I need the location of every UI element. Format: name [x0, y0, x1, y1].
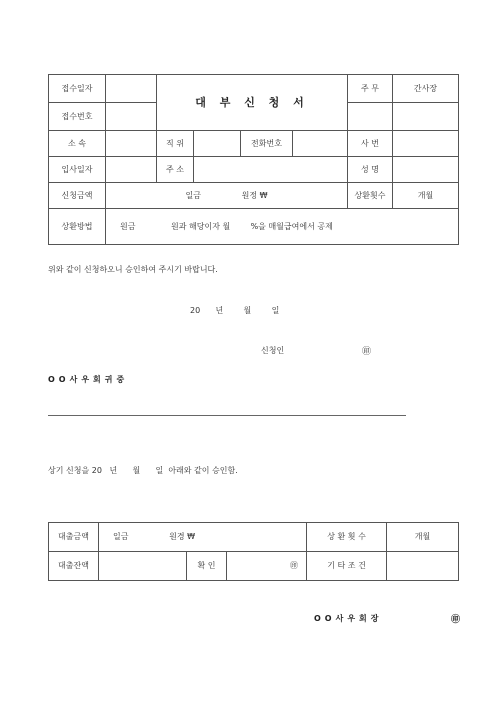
other-terms-field[interactable]	[387, 552, 459, 581]
request-text: 위와 같이 신청하오니 승인하여 주시기 바랍니다.	[48, 265, 218, 274]
president-seal-icon: ㊞	[451, 615, 461, 625]
repay-method-field[interactable]	[106, 209, 459, 245]
date-line: 20 년 월 일	[190, 306, 280, 315]
receipt-date-label: 접수일자	[49, 75, 106, 103]
dept-label: 소 속	[49, 131, 106, 157]
form-title: 대 부 신 청 서	[157, 75, 348, 131]
installments-unit: 개월	[417, 190, 434, 200]
repay-method-label: 상환방법	[49, 209, 106, 245]
receipt-date-field[interactable]	[106, 75, 157, 103]
repay-method-value: 원금 원과 해당이자 월 %을 매월급여에서 공제	[120, 221, 333, 231]
recipient: OO사우회귀중	[48, 375, 129, 384]
name-label: 성 명	[348, 157, 393, 183]
amount-label: 신청금액	[49, 183, 106, 209]
approval-installments-unit: 개월	[414, 532, 431, 542]
loan-balance-field[interactable]	[99, 552, 187, 581]
amount-field[interactable]	[106, 183, 348, 209]
approver2-sign-field[interactable]	[393, 103, 459, 131]
amount-value: 일금 원정 ₩	[185, 190, 268, 200]
approval-installments-label: 상 환 횟 수	[307, 523, 387, 552]
phone-label: 전화번호	[241, 131, 293, 157]
applicant-seal-icon: ㊞	[362, 347, 372, 357]
position-field[interactable]	[194, 131, 241, 157]
address-field[interactable]	[194, 157, 348, 183]
hire-date-label: 입사일자	[49, 157, 106, 183]
emp-no-label: 사 번	[348, 131, 393, 157]
address-label: 주 소	[157, 157, 194, 183]
cut-divider	[48, 415, 406, 416]
approver1-sign-field[interactable]	[348, 103, 393, 131]
receipt-no-label: 접수번호	[49, 103, 106, 131]
position-label: 직 위	[157, 131, 194, 157]
confirm-label: 확 인	[187, 552, 227, 581]
application-table	[48, 74, 459, 245]
other-terms-label: 기 타 조 건	[307, 552, 387, 581]
loan-amount-label: 대출금액	[49, 523, 99, 552]
emp-no-field[interactable]	[393, 131, 459, 157]
approver2-label: 간사장	[393, 75, 459, 103]
name-field[interactable]	[393, 157, 459, 183]
applicant-label: 신청인	[261, 346, 285, 355]
receipt-no-field[interactable]	[106, 103, 157, 131]
hire-date-field[interactable]	[106, 157, 157, 183]
approval-text: 상기 신청을 20 년 월 일 아래와 같이 승인함.	[48, 466, 238, 475]
loan-balance-label: 대출잔액	[49, 552, 99, 581]
loan-amount-value: 일금 원경 ₩	[113, 532, 196, 542]
installments-label: 상환횟수	[348, 183, 393, 209]
confirm-field[interactable]	[227, 552, 307, 581]
approval-table	[48, 522, 459, 581]
dept-field[interactable]	[106, 131, 157, 157]
confirm-seal-icon: ㊞	[290, 561, 299, 571]
installments-field[interactable]	[393, 183, 459, 209]
approval-installments-field[interactable]	[387, 523, 459, 552]
president-label: OO사우회장	[314, 614, 383, 623]
phone-field[interactable]	[293, 131, 348, 157]
approver1-label: 주 무	[348, 75, 393, 103]
loan-amount-field[interactable]	[99, 523, 307, 552]
